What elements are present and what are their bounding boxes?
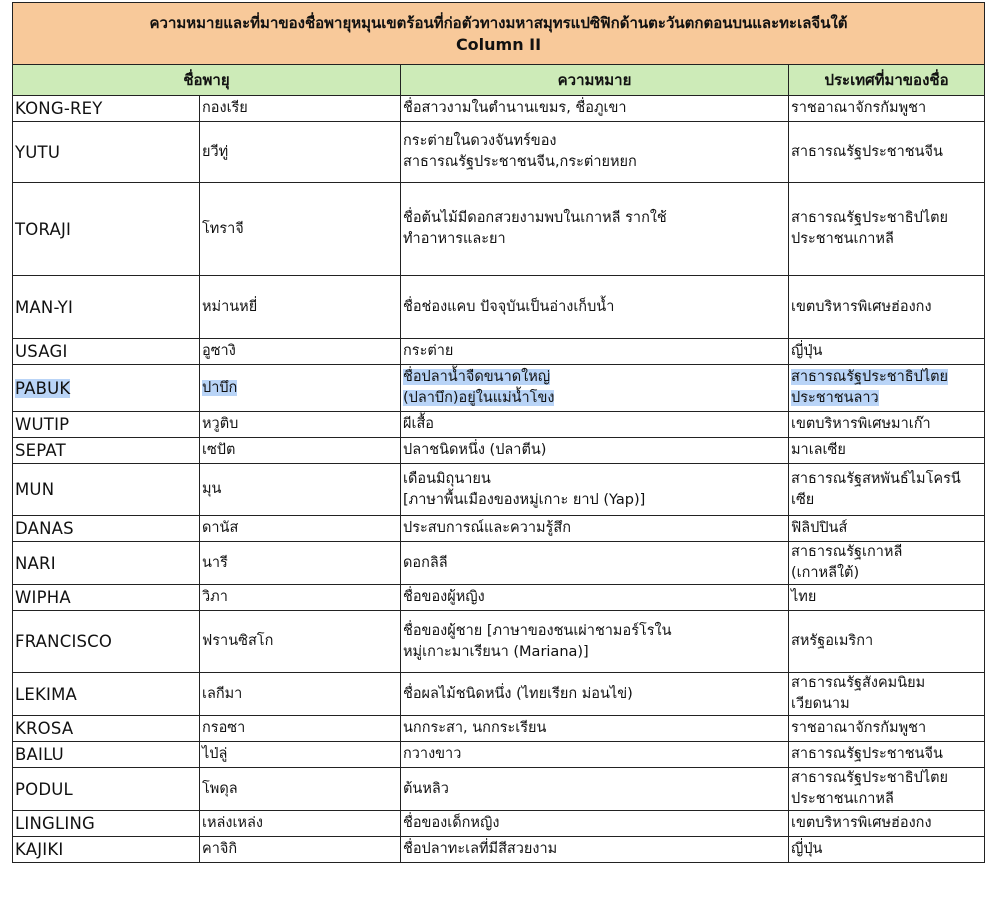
storm-meaning bbox=[401, 742, 789, 768]
storm-name-th bbox=[200, 412, 401, 438]
storm-name-en bbox=[13, 365, 200, 412]
storm-name-th bbox=[200, 276, 401, 339]
storm-country bbox=[789, 96, 985, 122]
storm-meaning-line: เดือนมิถุนายน bbox=[403, 470, 491, 487]
storm-name-en bbox=[13, 742, 200, 768]
storm-country-line: ญี่ปุ่น bbox=[791, 841, 823, 857]
storm-country-line: สาธารณรัฐประชาชนจีน bbox=[791, 143, 943, 160]
storm-meaning bbox=[401, 412, 789, 438]
storm-meaning-line: [ภาษาพื้นเมืองของหมู่เกาะ ยาป (Yap)] bbox=[403, 491, 646, 508]
storm-name-th-text: ดานัส bbox=[202, 520, 239, 536]
storm-meaning-line: (ปลาบึก)อยู่ในแม่น้ำโขง bbox=[403, 390, 555, 406]
storm-name-th-text: กรอซา bbox=[202, 720, 246, 736]
table-row bbox=[13, 276, 985, 339]
storm-meaning-line: ชื่อผลไม้ชนิดหนึ่ง (ไทยเรียก ม่อนไข่) bbox=[403, 685, 633, 702]
storm-name-en bbox=[13, 716, 200, 742]
storm-country bbox=[789, 516, 985, 542]
storm-country-line: สหรัฐอเมริกา bbox=[791, 633, 874, 649]
storm-country bbox=[789, 716, 985, 742]
storm-meaning bbox=[401, 611, 789, 673]
storm-name-th-text: ไป่ลู่ bbox=[202, 746, 228, 762]
storm-name-en bbox=[13, 339, 200, 365]
storm-meaning bbox=[401, 464, 789, 516]
storm-name-en-text: KROSA bbox=[15, 719, 74, 738]
storm-name-th-text: อูซางิ bbox=[202, 343, 236, 359]
storm-country bbox=[789, 438, 985, 464]
storm-name-en-text: PODUL bbox=[15, 779, 73, 799]
storm-meaning-line: ชื่อของผู้หญิง bbox=[403, 589, 485, 605]
storm-country bbox=[789, 122, 985, 183]
storm-meaning-line: ชื่อปลาทะเลที่มีสีสวยงาม bbox=[403, 841, 558, 857]
storm-country-line: (เกาหลีใต้) bbox=[791, 565, 860, 581]
storm-name-th bbox=[200, 542, 401, 585]
storm-meaning bbox=[401, 716, 789, 742]
storm-name-th-text: เหล่งเหล่ง bbox=[202, 815, 263, 831]
storm-name-en-text: FRANCISCO bbox=[15, 632, 113, 651]
storm-name-en bbox=[13, 516, 200, 542]
storm-country-line: เวียดนาม bbox=[791, 696, 850, 712]
storm-name-th-text: ยวีทู่ bbox=[202, 143, 229, 160]
storm-name-th bbox=[200, 183, 401, 276]
storm-meaning-line: ประสบการณ์และความรู้สึก bbox=[403, 520, 571, 536]
storm-name-th-text: โพดุล bbox=[202, 780, 238, 797]
storm-meaning-line: ชื่อของผู้ชาย [ภาษาของชนเผ่าชามอร์โรใน bbox=[403, 622, 672, 639]
storm-name-en-text: YUTU bbox=[15, 142, 61, 162]
storm-name-en bbox=[13, 837, 200, 863]
storm-meaning-line: สาธารณรัฐประชาชนจีน,กระต่ายหยก bbox=[403, 154, 637, 170]
table-body bbox=[13, 96, 985, 863]
storm-country bbox=[789, 837, 985, 863]
storm-country bbox=[789, 339, 985, 365]
storm-country-line: มาเลเซีย bbox=[791, 442, 846, 458]
storm-country-line: เขตบริหารพิเศษมาเก๊า bbox=[791, 416, 931, 432]
table-title bbox=[13, 3, 985, 65]
table-row bbox=[13, 742, 985, 768]
storm-meaning-line: นกกระสา, นกกระเรียน bbox=[403, 720, 547, 736]
storm-name-th bbox=[200, 339, 401, 365]
table-row bbox=[13, 811, 985, 837]
storm-country bbox=[789, 365, 985, 412]
table-row bbox=[13, 837, 985, 863]
table-row bbox=[13, 673, 985, 716]
storm-meaning bbox=[401, 339, 789, 365]
storm-country-line: สาธารณรัฐสังคมนิยม bbox=[791, 675, 926, 691]
storm-name-en-text: LINGLING bbox=[15, 814, 95, 833]
storm-meaning bbox=[401, 438, 789, 464]
storm-country bbox=[789, 464, 985, 516]
storm-name-en bbox=[13, 542, 200, 585]
storm-meaning bbox=[401, 96, 789, 122]
table-row bbox=[13, 716, 985, 742]
storm-name-en-text: SEPAT bbox=[15, 441, 66, 460]
storm-name-en bbox=[13, 122, 200, 183]
storm-name-en-text: LEKIMA bbox=[15, 684, 78, 704]
storm-country-line: สาธารณรัฐประชาชนจีน bbox=[791, 746, 943, 762]
storm-name-th-text: นารี bbox=[202, 554, 228, 571]
storm-meaning bbox=[401, 122, 789, 183]
storm-name-en-text: KAJIKI bbox=[15, 840, 64, 859]
storm-meaning bbox=[401, 542, 789, 585]
storm-name-th-text: หม่านหยี่ bbox=[202, 298, 258, 315]
storm-country bbox=[789, 673, 985, 716]
storm-country bbox=[789, 742, 985, 768]
storm-name-en-text: MAN-YI bbox=[15, 297, 74, 317]
storm-name-th bbox=[200, 673, 401, 716]
storm-name-th-text: เลกีมา bbox=[202, 685, 243, 702]
storm-country bbox=[789, 183, 985, 276]
storm-meaning-line: ผีเสื้อ bbox=[403, 416, 435, 432]
table-row bbox=[13, 365, 985, 412]
storm-meaning-line: ชื่อปลาน้ำจืดขนาดใหญ่ bbox=[403, 369, 551, 385]
storm-name-th-text: วิภา bbox=[202, 589, 228, 605]
storm-country-line: ไทย bbox=[791, 589, 817, 605]
storm-country-line: สาธารณรัฐประชาธิปไตย bbox=[791, 770, 949, 786]
storm-name-th bbox=[200, 716, 401, 742]
storm-name-en-text: TORAJI bbox=[15, 219, 72, 239]
table-row bbox=[13, 611, 985, 673]
storm-name-en bbox=[13, 585, 200, 611]
storm-country bbox=[789, 768, 985, 811]
storm-name-en bbox=[13, 811, 200, 837]
table-row bbox=[13, 542, 985, 585]
storm-name-th-text: ฟรานซิสโก bbox=[202, 633, 274, 649]
storm-meaning-line: ดอกลิลี bbox=[403, 554, 448, 571]
storm-country-line: เขตบริหารพิเศษฮ่องกง bbox=[791, 815, 932, 831]
storm-country-line: เซีย bbox=[791, 491, 815, 508]
storm-country bbox=[789, 585, 985, 611]
storm-name-th-text: มุน bbox=[202, 481, 222, 497]
storm-country-line: สาธารณรัฐเกาหลี bbox=[791, 544, 903, 560]
storm-meaning-line: ทำอาหารและยา bbox=[403, 231, 506, 247]
storm-meaning-line: ชื่อของเด็กหญิง bbox=[403, 815, 500, 831]
storm-meaning bbox=[401, 276, 789, 339]
storm-name-en-text: PABUK bbox=[15, 378, 71, 398]
table-row bbox=[13, 464, 985, 516]
storm-country-line: ราชอาณาจักรกัมพูชา bbox=[791, 720, 927, 736]
table-row bbox=[13, 768, 985, 811]
table-row bbox=[13, 183, 985, 276]
storm-country-line: เขตบริหารพิเศษฮ่องกง bbox=[791, 298, 932, 315]
storm-meaning bbox=[401, 768, 789, 811]
storm-country-line: สาธารณรัฐสหพันธ์ไมโครนี bbox=[791, 470, 961, 487]
table-row bbox=[13, 96, 985, 122]
storm-name-en-text: WIPHA bbox=[15, 588, 71, 607]
storm-country-line: ราชอาณาจักรกัมพูชา bbox=[791, 100, 927, 116]
storm-name-en bbox=[13, 611, 200, 673]
storm-meaning bbox=[401, 516, 789, 542]
table-row bbox=[13, 438, 985, 464]
storm-country-line: ประชาชนเกาหลี bbox=[791, 791, 894, 807]
table-title-line1: ความหมายและที่มาของชื่อพายุหมุนเขตร้อนที่ก่อตัวทางมหาสมุทรแปซิฟิกด้านตะวันตกตอนบนและทะเลจีนใต้ bbox=[149, 13, 848, 32]
storm-name-th bbox=[200, 585, 401, 611]
storm-meaning bbox=[401, 365, 789, 412]
storm-name-th bbox=[200, 464, 401, 516]
storm-country-line: ญี่ปุ่น bbox=[791, 343, 823, 359]
storm-name-en bbox=[13, 464, 200, 516]
storm-meaning-line: กวางขาว bbox=[403, 746, 462, 762]
storm-name-en-text: BAILU bbox=[15, 745, 64, 764]
storm-name-th bbox=[200, 837, 401, 863]
storm-meaning bbox=[401, 837, 789, 863]
storm-meaning bbox=[401, 811, 789, 837]
storm-name-en bbox=[13, 412, 200, 438]
storm-meaning bbox=[401, 673, 789, 716]
table-row bbox=[13, 122, 985, 183]
storm-name-th bbox=[200, 742, 401, 768]
table-title-line2: Column II bbox=[455, 34, 542, 54]
storm-country-line: ฟิลิปปินส์ bbox=[791, 520, 848, 536]
table-row bbox=[13, 585, 985, 611]
storm-name-th bbox=[200, 96, 401, 122]
storm-name-en-text: DANAS bbox=[15, 519, 74, 538]
storm-name-en-text: KONG-REY bbox=[15, 99, 103, 118]
storm-name-th-text: เซปัต bbox=[202, 442, 236, 458]
storm-name-th-text: หวูติบ bbox=[202, 416, 239, 432]
storm-meaning bbox=[401, 585, 789, 611]
header-storm-name: ชื่อพายุ bbox=[13, 65, 401, 96]
storm-name-th bbox=[200, 811, 401, 837]
storm-country-line: ประชาชนลาว bbox=[791, 390, 879, 406]
storm-country bbox=[789, 611, 985, 673]
storm-name-th-text: กองเรีย bbox=[202, 100, 248, 116]
storm-name-en bbox=[13, 183, 200, 276]
storm-meaning-line: กระต่ายในดวงจันทร์ของ bbox=[403, 133, 557, 149]
storm-country-line: สาธารณรัฐประชาธิปไตย bbox=[791, 369, 949, 385]
table-row bbox=[13, 412, 985, 438]
storm-names-table bbox=[12, 2, 985, 863]
header-country: ประเทศที่มาของชื่อ bbox=[789, 65, 985, 96]
storm-name-th-text: โทราจี bbox=[202, 220, 244, 237]
storm-name-th bbox=[200, 438, 401, 464]
storm-meaning-line: ชื่อสาวงามในตำนานเขมร, ชื่อภูเขา bbox=[403, 100, 627, 116]
storm-name-en-text: WUTIP bbox=[15, 415, 70, 434]
storm-name-th-text: ปาบึก bbox=[202, 379, 238, 396]
storm-meaning-line: ต้นหลิว bbox=[403, 780, 449, 797]
storm-name-th bbox=[200, 365, 401, 412]
storm-meaning-line: หมู่เกาะมาเรียนา (Mariana)] bbox=[403, 643, 589, 660]
storm-country bbox=[789, 811, 985, 837]
storm-name-en bbox=[13, 276, 200, 339]
storm-name-en bbox=[13, 673, 200, 716]
storm-name-th bbox=[200, 611, 401, 673]
header-meaning: ความหมาย bbox=[401, 65, 789, 96]
storm-name-en-text: NARI bbox=[15, 553, 56, 573]
storm-meaning-line: ชื่อช่องแคบ ปัจจุบันเป็นอ่างเก็บน้ำ bbox=[403, 298, 615, 315]
table-row bbox=[13, 339, 985, 365]
storm-country bbox=[789, 276, 985, 339]
storm-name-en-text: MUN bbox=[15, 480, 55, 499]
storm-name-en-text: USAGI bbox=[15, 342, 68, 361]
storm-name-en bbox=[13, 96, 200, 122]
table-row bbox=[13, 516, 985, 542]
storm-name-en bbox=[13, 768, 200, 811]
storm-name-th bbox=[200, 768, 401, 811]
storm-name-th-text: คาจิกิ bbox=[202, 841, 238, 857]
storm-name-th bbox=[200, 516, 401, 542]
storm-country bbox=[789, 412, 985, 438]
storm-meaning-line: ชื่อต้นไม้มีดอกสวยงามพบในเกาหลี รากใช้ bbox=[403, 210, 667, 226]
storm-meaning bbox=[401, 183, 789, 276]
storm-meaning-line: ปลาชนิดหนึ่ง (ปลาตีน) bbox=[403, 442, 547, 458]
storm-name-th bbox=[200, 122, 401, 183]
storm-meaning-line: กระต่าย bbox=[403, 343, 454, 359]
storm-country-line: สาธารณรัฐประชาธิปไตย bbox=[791, 210, 949, 226]
storm-country-line: ประชาชนเกาหลี bbox=[791, 231, 894, 247]
storm-name-en bbox=[13, 438, 200, 464]
storm-country bbox=[789, 542, 985, 585]
